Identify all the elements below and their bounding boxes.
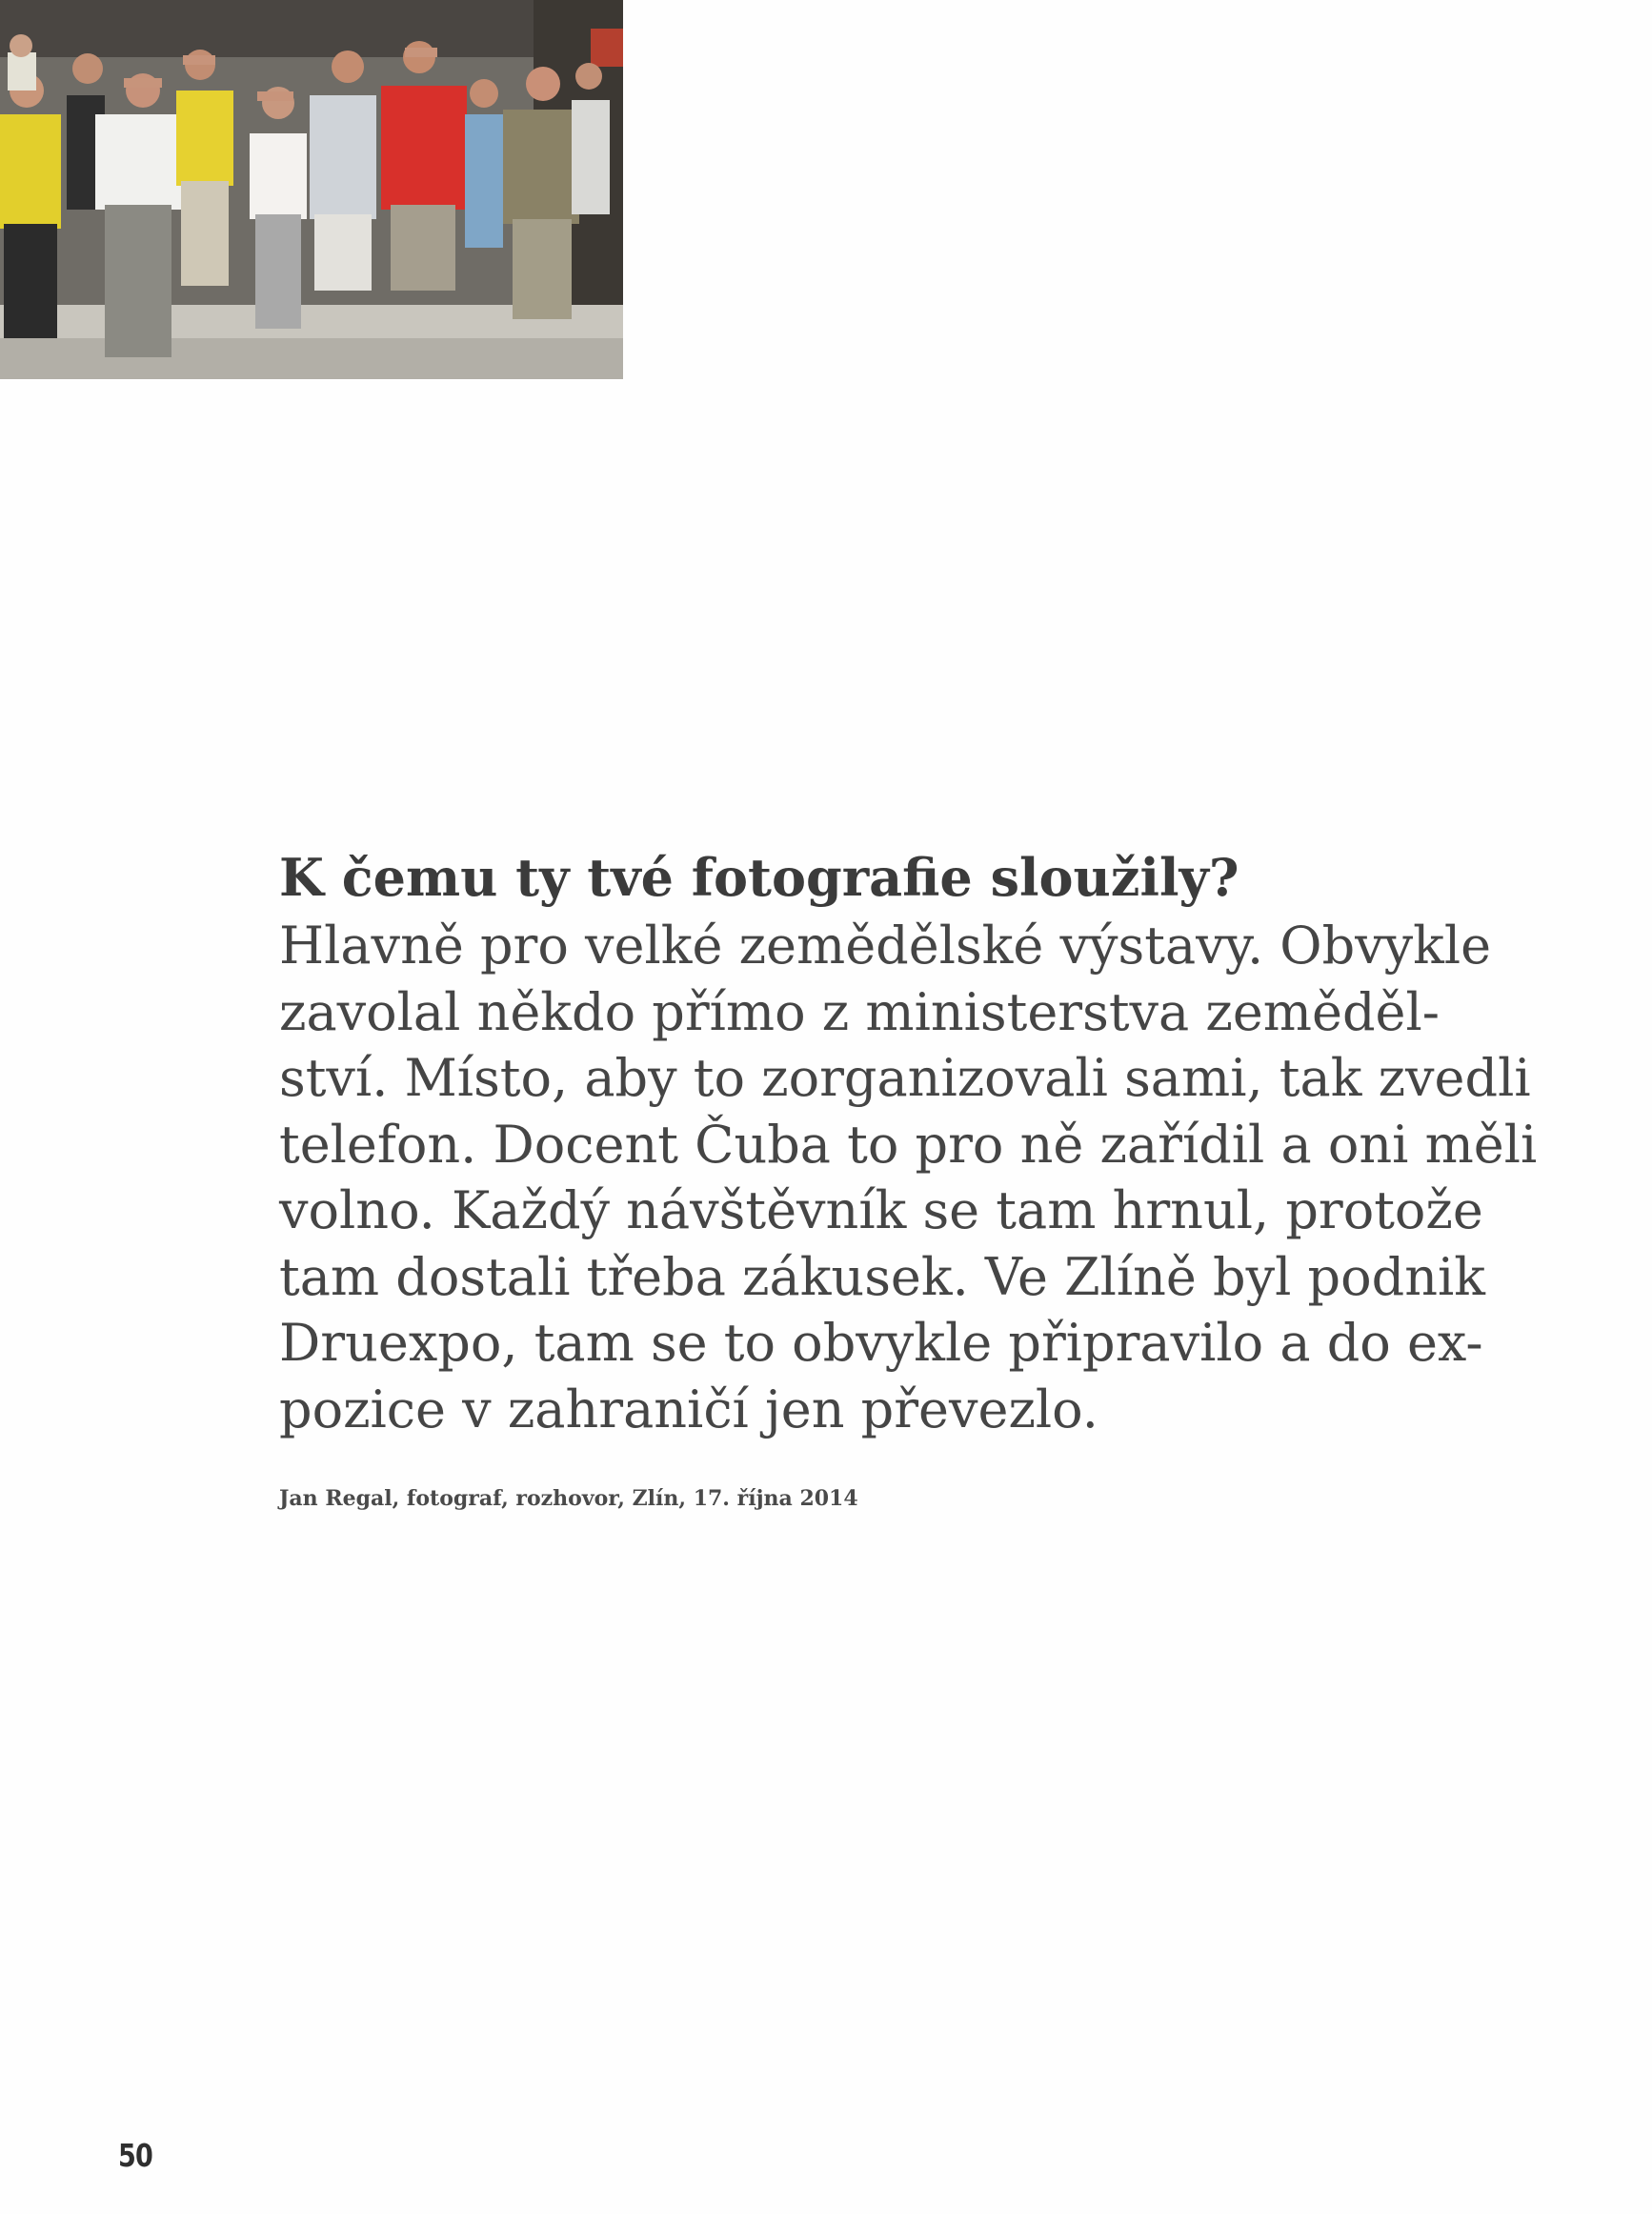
answer-line: Druexpo, tam se to obvykle připravilo a do ex- <box>279 1313 1483 1373</box>
crowd-photo <box>0 0 623 379</box>
answer-line: pozice v zahraničí jen převezlo. <box>279 1379 1098 1439</box>
crowd-photo-image <box>0 0 623 379</box>
answer-line: Hlavně pro velké zemědělské výstavy. Obvykle <box>279 916 1492 976</box>
interview-answer <box>279 913 1556 1442</box>
page-number: 50 <box>118 2137 153 2174</box>
interview-question: K čemu ty tvé fotografie sloužily? <box>279 847 1239 908</box>
interview-source: Jan Regal, fotograf, rozhovor, Zlín, 17. října 2014 <box>279 1486 858 1511</box>
answer-line: ství. Místo, aby to zorganizovali sami, tak zvedli <box>279 1048 1531 1108</box>
answer-line: telefon. Docent Čuba to pro ně zařídil a oni měli <box>279 1114 1538 1175</box>
answer-line: tam dostali třeba zákusek. Ve Zlíně byl podnik <box>279 1246 1485 1307</box>
answer-line: zavolal někdo přímo z ministerstva zeměděl- <box>279 981 1440 1042</box>
answer-line: volno. Každý návštěvník se tam hrnul, protože <box>279 1180 1483 1240</box>
